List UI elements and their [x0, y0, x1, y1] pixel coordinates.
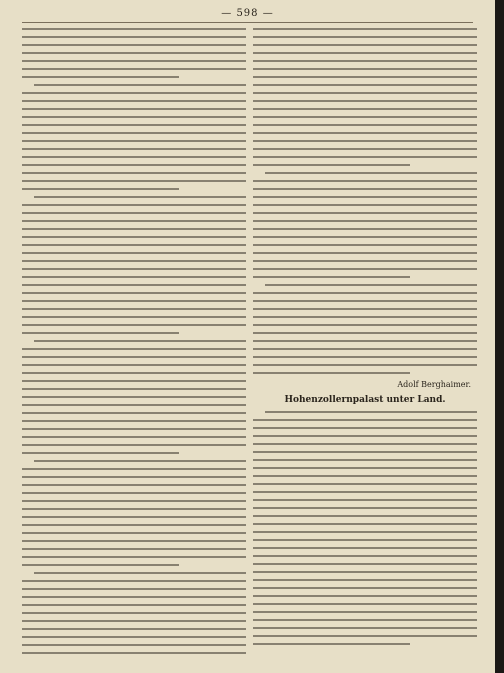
- text-line: [22, 508, 246, 510]
- text-line: [253, 635, 477, 637]
- text-line: [22, 404, 246, 406]
- text-line: [22, 444, 246, 446]
- text-line: [253, 84, 477, 86]
- text-line: [253, 364, 477, 366]
- text-line: [253, 36, 477, 38]
- text-line: [253, 531, 477, 533]
- text-line: [253, 547, 477, 549]
- header-rule: [22, 22, 473, 23]
- text-line: [253, 252, 477, 254]
- text-line: [253, 268, 477, 270]
- text-line: [253, 643, 410, 645]
- text-line: [253, 467, 477, 469]
- right-column: [253, 28, 477, 665]
- text-line: [22, 412, 246, 414]
- text-line: [22, 308, 246, 310]
- text-line: [22, 292, 246, 294]
- text-line: [22, 636, 246, 638]
- text-line: [253, 435, 477, 437]
- text-line: [265, 284, 477, 286]
- text-line: [253, 595, 477, 597]
- text-line: [22, 244, 246, 246]
- text-line: [253, 619, 477, 621]
- text-line: [253, 340, 477, 342]
- text-line: [22, 428, 246, 430]
- text-line: [22, 388, 246, 390]
- text-line: [22, 252, 246, 254]
- text-line: [22, 156, 246, 158]
- text-line: [22, 228, 246, 230]
- text-line: [22, 484, 246, 486]
- text-line: [22, 628, 246, 630]
- text-line: [253, 228, 477, 230]
- text-line: [253, 116, 477, 118]
- text-line: [253, 507, 477, 509]
- text-line: [22, 548, 246, 550]
- text-line: [22, 364, 246, 366]
- text-line: [22, 108, 246, 110]
- text-line: [253, 68, 477, 70]
- text-line: [22, 332, 179, 334]
- text-line: [22, 92, 246, 94]
- text-line: [253, 451, 477, 453]
- text-line: [22, 348, 246, 350]
- section-title: Hohenzollernpalast unter Land.: [284, 395, 446, 405]
- text-line: [253, 132, 477, 134]
- text-line: [22, 180, 246, 182]
- text-line: [253, 204, 477, 206]
- text-line: [253, 108, 477, 110]
- text-line: [34, 460, 246, 462]
- text-line: [22, 148, 246, 150]
- text-line: [253, 148, 477, 150]
- text-line: [22, 188, 179, 190]
- text-line: [22, 100, 246, 102]
- text-line: [22, 396, 246, 398]
- text-line: [253, 603, 477, 605]
- text-line: [253, 52, 477, 54]
- text-line: [22, 524, 246, 526]
- text-line: [22, 300, 246, 302]
- text-line: [253, 523, 477, 525]
- text-line: [253, 372, 410, 374]
- text-line: [22, 452, 179, 454]
- text-line: [22, 468, 246, 470]
- text-line: [265, 411, 477, 413]
- text-line: [22, 124, 246, 126]
- text-line: [253, 324, 477, 326]
- text-line: [22, 76, 179, 78]
- text-line: [253, 196, 477, 198]
- scan-edge: [495, 0, 504, 673]
- text-line: [253, 308, 477, 310]
- text-line: [253, 220, 477, 222]
- text-line: [253, 563, 477, 565]
- text-line: [22, 284, 246, 286]
- text-line: [22, 532, 246, 534]
- text-line: [253, 60, 477, 62]
- text-line: [265, 172, 477, 174]
- text-line: [22, 380, 246, 382]
- text-line: [22, 612, 246, 614]
- text-line: [253, 44, 477, 46]
- text-line: [253, 156, 477, 158]
- text-line: [253, 300, 477, 302]
- text-line: [253, 76, 477, 78]
- text-line: [253, 28, 477, 30]
- right-bottom-text-lines: [253, 411, 477, 645]
- text-line: [22, 540, 246, 542]
- text-line: [22, 172, 246, 174]
- text-line: [22, 580, 246, 582]
- left-text-lines: [22, 28, 246, 654]
- text-line: [22, 476, 246, 478]
- text-line: [34, 572, 246, 574]
- text-line: [253, 539, 477, 541]
- text-line: [253, 124, 477, 126]
- text-line: [253, 571, 477, 573]
- page-number: — 598 —: [221, 8, 274, 19]
- text-line: [253, 164, 410, 166]
- text-line: [253, 316, 477, 318]
- text-line: [34, 84, 246, 86]
- text-line: [22, 516, 246, 518]
- text-line: [22, 268, 246, 270]
- text-line: [253, 579, 477, 581]
- text-line: [22, 260, 246, 262]
- text-line: [253, 491, 477, 493]
- text-line: [22, 372, 246, 374]
- text-line: [22, 596, 246, 598]
- text-line: [253, 459, 477, 461]
- text-line: [22, 556, 246, 558]
- text-line: [22, 132, 246, 134]
- text-line: [253, 419, 477, 421]
- text-line: [253, 475, 477, 477]
- text-line: [253, 483, 477, 485]
- text-line: [253, 260, 477, 262]
- text-line: [22, 652, 246, 654]
- text-line: [22, 276, 246, 278]
- header: [0, 8, 495, 19]
- text-line: [22, 324, 246, 326]
- text-line: [22, 316, 246, 318]
- text-line: [22, 164, 246, 166]
- text-line: [253, 332, 477, 334]
- text-line: [22, 436, 246, 438]
- text-line: [253, 443, 477, 445]
- text-line: [253, 244, 477, 246]
- text-line: [253, 348, 477, 350]
- text-line: [253, 236, 477, 238]
- text-line: [22, 588, 246, 590]
- text-line: [22, 36, 246, 38]
- text-line: [34, 196, 246, 198]
- text-line: [22, 564, 179, 566]
- text-line: [253, 188, 477, 190]
- text-line: [22, 500, 246, 502]
- text-line: [22, 356, 246, 358]
- text-line: [22, 212, 246, 214]
- text-line: [22, 604, 246, 606]
- text-line: [22, 204, 246, 206]
- text-line: [253, 611, 477, 613]
- text-line: [34, 340, 246, 342]
- text-line: [22, 492, 246, 494]
- text-line: [253, 627, 477, 629]
- text-line: [253, 427, 477, 429]
- text-line: [22, 116, 246, 118]
- text-line: [253, 587, 477, 589]
- text-line: [253, 292, 477, 294]
- text-line: [22, 220, 246, 222]
- text-line: [253, 555, 477, 557]
- left-column: [22, 28, 246, 665]
- text-line: [253, 100, 477, 102]
- text-line: [22, 620, 246, 622]
- text-line: [22, 68, 246, 70]
- text-line: [22, 140, 246, 142]
- text-line: [253, 276, 410, 278]
- text-line: [253, 499, 477, 501]
- text-line: [22, 420, 246, 422]
- text-line: [253, 180, 477, 182]
- article-signature: Adolf Berghaimer.: [397, 380, 471, 389]
- text-line: [22, 28, 246, 30]
- text-line: [253, 515, 477, 517]
- text-line: [22, 52, 246, 54]
- right-top-text-lines: [253, 28, 477, 374]
- text-line: [22, 236, 246, 238]
- text-line: [22, 644, 246, 646]
- text-line: [253, 356, 477, 358]
- text-line: [253, 212, 477, 214]
- text-line: [22, 44, 246, 46]
- text-line: [253, 92, 477, 94]
- text-line: [253, 140, 477, 142]
- text-line: [22, 60, 246, 62]
